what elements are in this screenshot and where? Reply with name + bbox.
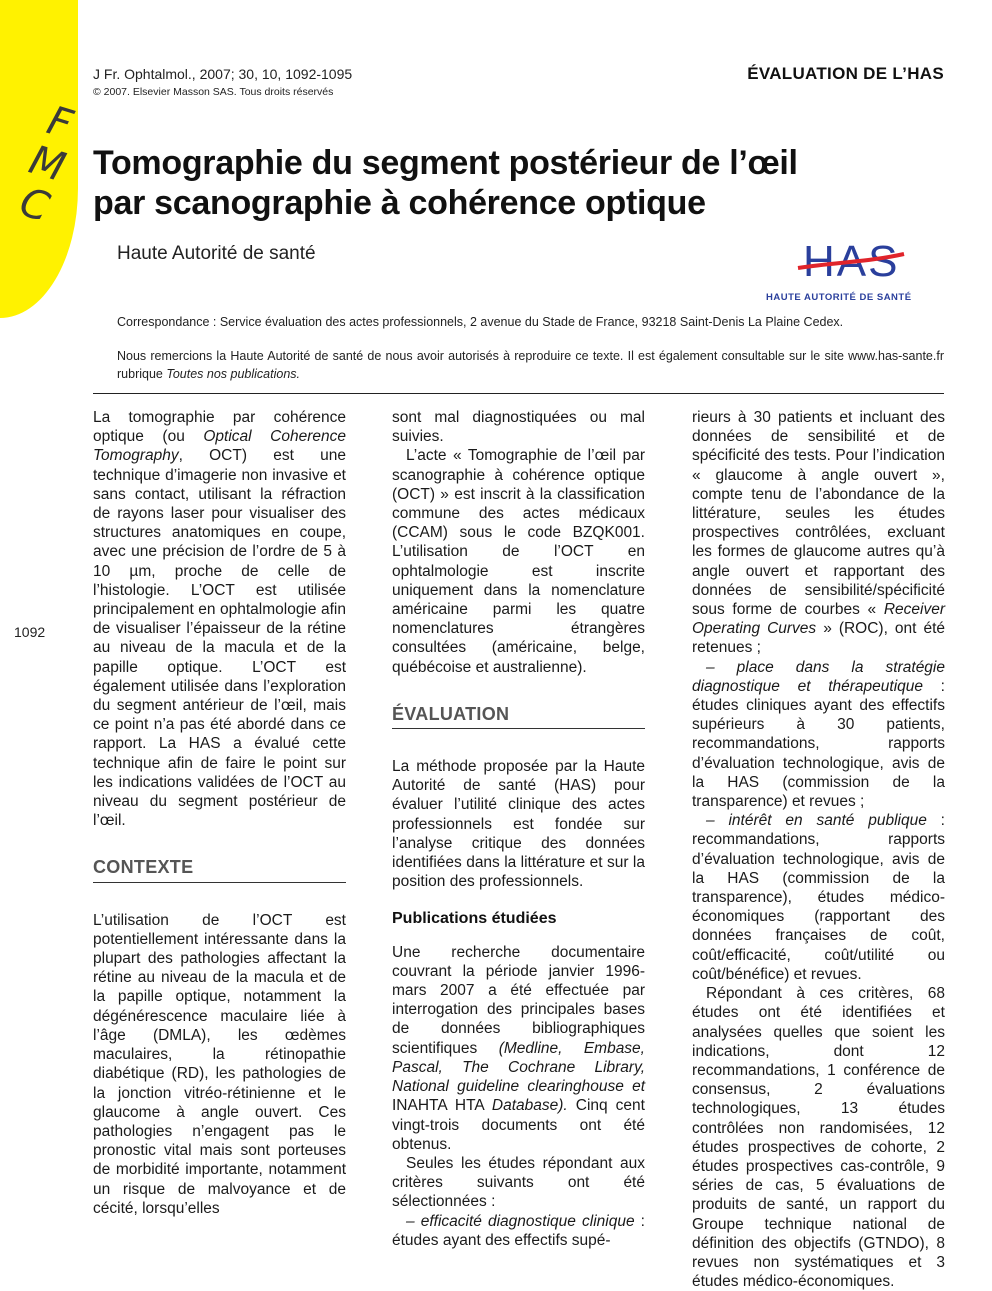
logo-wordmark: HAS xyxy=(803,237,900,286)
criteria-item: – intérêt en santé publique : recommandations, rapports d’évaluation technologique, avis de la HAS (commission de la transparence), études médico-économiques (rapportant des données françaises de coût, coût/efficacité, coût/utilité ou coût/bénéfice) et revues. xyxy=(692,812,945,983)
paragraph: L’acte « Tomographie de l’œil par scanographie à cohérence optique (OCT) » est inscrit à la classification commune des actes médicaux (CCAM) sous le code BZQK001. L’utilisation de l’OCT en ophtalmologie est inscrite uniquement dans la nomenclature américaine parmi les quatre nomenclatures étrangères consultées (américaine, belge, québécoise et australienne). xyxy=(392,447,645,676)
column-2 xyxy=(392,408,645,1250)
section-label: ÉVALUATION DE L’HAS xyxy=(747,64,944,83)
has-logo xyxy=(758,232,944,306)
paragraph: Une recherche documentaire couvrant la période janvier 1996-mars 2007 a été effectuée par interrogation des principales bases de données bibliographiques scientifiques (Medline, Embase, Pascal, The Cochrane Library, National guideline clearinghouse et INAHTA HTA Database). Cinq cent vingt-trois documents ont été obtenus. xyxy=(392,943,645,1153)
paragraph: Répondant à ces critères, 68 études ont été identifiées et analysées quelles que soient les indications, dont 12 recommandations, 1 conférence de consensus, 2 évaluations technologiques, 13 études contrôlées non randomisées, 12 études prospectives de cohorte, 2 études prospectives cas-contrôle, 9 séries de cas, 5 évaluations de produits de santé, un rapport du Groupe technique national de définition des objectifs (GTNDO), 8 revues non systématiques et 3 études médico-économiques. xyxy=(692,985,945,1291)
criteria-item: – place dans la stratégie diagnostique et thérapeutique : études cliniques ayant des effectifs supérieurs à 30 patients, recommandations, rapports d’évaluation technologique, avis de la HAS (commission de la transparence) et revues ; xyxy=(692,658,945,811)
fmc-label xyxy=(4,96,90,234)
acknowledgement xyxy=(117,347,944,383)
correspondence: Correspondance : Service évaluation des actes professionnels, 2 avenue du Stade de France, 93218 Saint-Denis La Plaine Cedex. xyxy=(117,315,844,329)
header-divider xyxy=(93,393,944,394)
fmc-letter: F xyxy=(41,97,78,149)
article-title xyxy=(93,143,863,223)
section-heading-evaluation: ÉVALUATION xyxy=(392,705,645,729)
context-paragraph: L’utilisation de l’OCT est potentiellement intéressante dans la plupart des pathologies affectant la rétine au niveau de la macula et de la papille optique, notamment la dégénérescence maculaire liée à l’âge (DMLA), les œdèmes maculaires, la rétinopathie diabétique (RD), les pathologies de la jonction vitréo-rétinienne et le glaucome à angle ouvert. Ces pathologies n’engagent pas le pronostic vital mais sont porteuses de morbidité importante, notamment un risque de malvoyance et de cécité, lorsqu’elles xyxy=(93,911,346,1217)
column-3 xyxy=(692,408,945,1291)
criteria-item: – efficacité diagnostique clinique : études ayant des effectifs supé- xyxy=(392,1212,645,1249)
paragraph: sont mal diagnostiquées ou mal suivies. xyxy=(392,409,645,446)
intro-paragraph: La tomographie par cohérence optique (ou Optical Coherence Tomography, OCT) est une technique d’imagerie non invasive et sans contact, utilisant la réfraction de rayons laser pour visualiser des structures anatomiques en coupe, avec une précision de l’ordre de 5 à 10 µm, proche de celle de l’histologie. L’OCT est utilisée principalement en ophtalmologie afin de visualiser l’épaisseur de la rétine au niveau de la macula et de la papille optique. L’OCT est également utilisée dans l’exploration du segment antérieur de l’œil, mais ce point n’a pas été abordé dans ce rapport. La HAS a évalué cette technique afin de faire le point sur les indications validées de l’OCT au niveau du segment postérieur de l’œil. xyxy=(93,409,346,830)
title-line-1: Tomographie du segment postérieur de l’œil xyxy=(93,144,798,182)
column-1 xyxy=(93,408,346,1218)
subheading-publications: Publications étudiées xyxy=(392,910,557,928)
paragraph: rieurs à 30 patients et incluant des données de sensibilité et de spécificité des tests. Pour l’indication « glaucome à angle ouvert », compte tenu de l’abondance de la littérature, seules les études prospectives contrôlées, excluant les formes de glaucome autres qu’à angle ouvert et rapportant des données de sensibilité/spécificité sous forme de courbes « Receiver Operating Curves » (ROC), ont été retenues ; xyxy=(692,409,946,657)
acknowledgement-link: Toutes nos publications. xyxy=(166,367,300,381)
journal-reference: J Fr. Ophtalmol., 2007; 30, 10, 1092-1095 xyxy=(93,66,353,82)
title-line-2: par scanographie à cohérence optique xyxy=(93,184,706,222)
paragraph: Seules les études répondant aux critères suivants ont été sélectionnées : xyxy=(392,1154,645,1211)
fmc-letter: C xyxy=(14,179,55,232)
acknowledgement-text: Nous remercions la Haute Autorité de santé de nous avoir autorisés à reproduire ce texte. Il est également consultable sur le site www.has-sante.fr rubrique xyxy=(117,349,944,381)
paragraph: La méthode proposée par la Haute Autorité de santé (HAS) pour évaluer l’utilité clinique des actes professionnels est fondée sur l’analyse critique des données identifiées dans la littérature et sur la position des professionnels. xyxy=(392,758,645,891)
fmc-letter: M xyxy=(23,136,71,192)
fmc-section-tab xyxy=(0,0,78,318)
section-heading-contexte: CONTEXTE xyxy=(93,858,346,882)
copyright-notice: © 2007. Elsevier Masson SAS. Tous droits réservés xyxy=(93,86,334,98)
author: Haute Autorité de santé xyxy=(117,243,316,264)
logo-subtitle: HAUTE AUTORITÉ DE SANTÉ xyxy=(766,292,912,303)
page-number: 1092 xyxy=(14,624,46,640)
